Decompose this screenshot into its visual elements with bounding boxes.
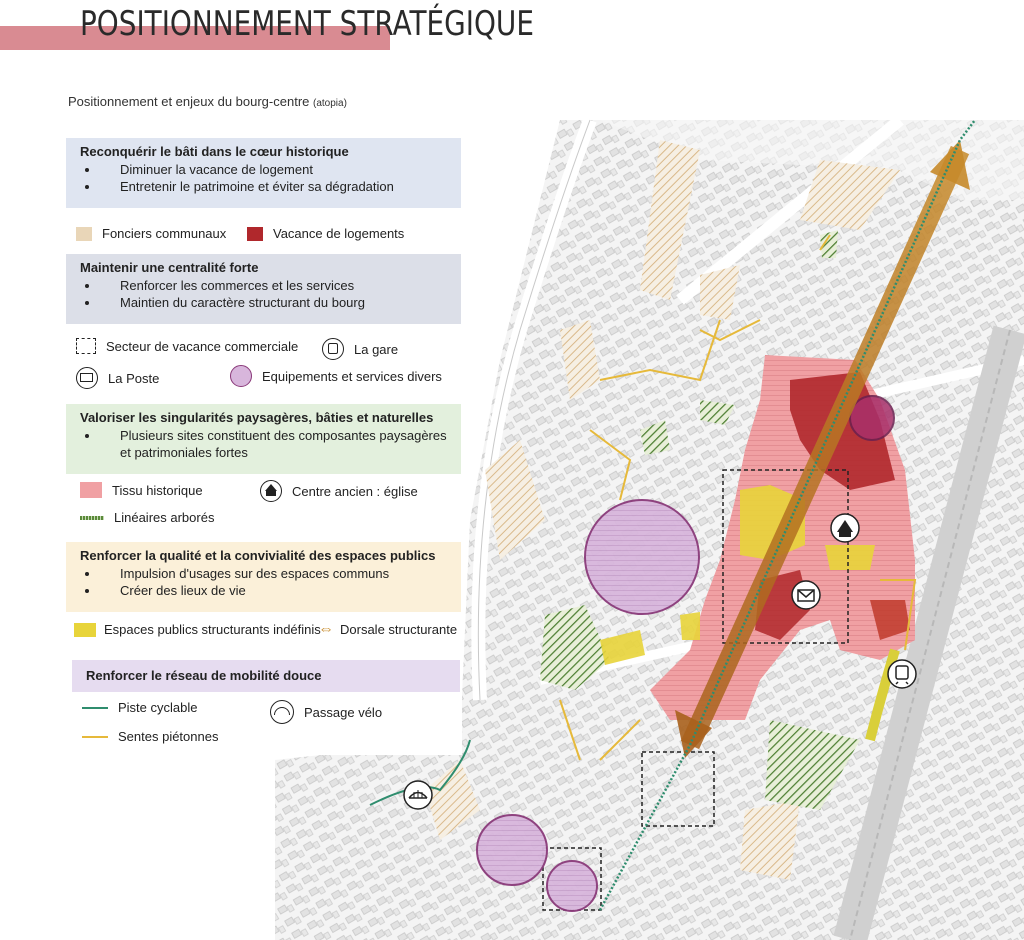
legend-label: Secteur de vacance commerciale	[106, 338, 299, 354]
legend-label: Centre ancien : église	[292, 483, 418, 499]
legend-passage-velo	[270, 700, 382, 724]
vacance-swatch	[247, 227, 263, 241]
section-bullet: • Impulsion d'usages sur des espaces communs	[100, 565, 449, 582]
legend-label: Vacance de logements	[273, 226, 405, 241]
section-title: Reconquérir le bâti dans le cœur historique	[80, 144, 349, 159]
secteur-swatch	[76, 338, 96, 354]
section-bullet: • Diminuer la vacance de logement	[100, 161, 449, 178]
legend-label: Sentes piétonnes	[118, 729, 219, 744]
sentes-swatch	[82, 736, 108, 738]
legend-label: Espaces publics structurants indéfinis	[104, 622, 321, 637]
equipement-circle	[585, 500, 699, 614]
section-title: Renforcer le réseau de mobilité douce	[86, 668, 322, 683]
legend-label: Equipements et services divers	[262, 368, 442, 384]
fonciers-swatch	[76, 227, 92, 241]
train-icon	[888, 660, 916, 688]
legend-label: Tissu historique	[112, 482, 203, 498]
legend-label: La gare	[354, 341, 399, 357]
mail-icon	[76, 367, 98, 389]
church-icon	[260, 480, 282, 502]
legend-gare	[322, 338, 398, 360]
equipement-swatch	[230, 365, 252, 387]
legend-tissu	[80, 482, 203, 498]
espace-public	[680, 612, 700, 640]
legend-section-centralite	[66, 254, 461, 324]
train-icon	[322, 338, 344, 360]
legend-secteur-vacance	[76, 338, 298, 354]
section-bullet: • Renforcer les commerces et les services	[100, 277, 449, 294]
subtitle-text: Positionnement et enjeux du bourg-centre	[68, 94, 310, 109]
legend-centre-ancien	[260, 480, 418, 502]
lineaires-swatch	[80, 516, 104, 520]
espaces-publics-swatch	[74, 623, 96, 637]
foncier-parcel	[740, 800, 800, 880]
legend-label: Fonciers communaux	[102, 226, 227, 241]
page-title: POSITIONNEMENT STRATÉGIQUE	[80, 4, 534, 44]
section-bullet: • Entretenir le patrimoine et éviter sa dégradation	[100, 178, 449, 195]
equipement-circle	[547, 861, 597, 911]
section-title: Valoriser les singularités paysagères, bâties et naturelles	[80, 410, 434, 425]
section-bullet: • Plusieurs sites constituent des composantes paysagères et patrimoniales fortes	[100, 427, 449, 461]
section-bullet: • Créer des lieux de vie	[100, 582, 449, 599]
legend-label: La Poste	[108, 370, 160, 386]
legend-piste	[82, 700, 197, 715]
bike-bridge-icon	[270, 700, 294, 724]
equipement-circle	[850, 396, 894, 440]
legend-lineaires	[80, 510, 214, 525]
legend-section-espaces-publics	[66, 542, 461, 612]
piste-swatch	[82, 707, 108, 709]
bike-bridge-icon	[404, 781, 432, 809]
mail-icon	[792, 581, 820, 609]
legend-label: Dorsale structurante	[340, 622, 458, 637]
legend-label: Piste cyclable	[118, 700, 198, 715]
legend-poste	[76, 367, 159, 389]
subtitle-source: (atopia)	[313, 98, 347, 109]
legend-sentes	[82, 729, 218, 744]
legend-section-mobilite	[72, 660, 460, 692]
section-title: Renforcer la qualité et la convivialité des espaces publics	[80, 548, 436, 563]
page-subtitle	[68, 94, 347, 109]
section-title: Maintenir une centralité forte	[80, 260, 259, 275]
legend-fonciers	[76, 226, 226, 241]
equipement-circle	[477, 815, 547, 885]
section-bullet: • Maintien du caractère structurant du bourg	[100, 294, 449, 311]
legend-section-singularites	[66, 404, 461, 474]
double-arrow-icon: ⇔	[318, 620, 334, 638]
espace-public	[825, 545, 875, 570]
tissu-swatch	[80, 482, 102, 498]
legend-label: Passage vélo	[304, 704, 383, 720]
legend-section-batis	[66, 138, 461, 208]
legend-label: Linéaires arborés	[114, 510, 215, 525]
legend-dorsale	[318, 622, 457, 637]
legend-vacance	[247, 226, 404, 241]
legend-equipements	[230, 365, 442, 387]
church-icon	[831, 514, 859, 542]
legend-espaces-publics	[74, 622, 321, 637]
